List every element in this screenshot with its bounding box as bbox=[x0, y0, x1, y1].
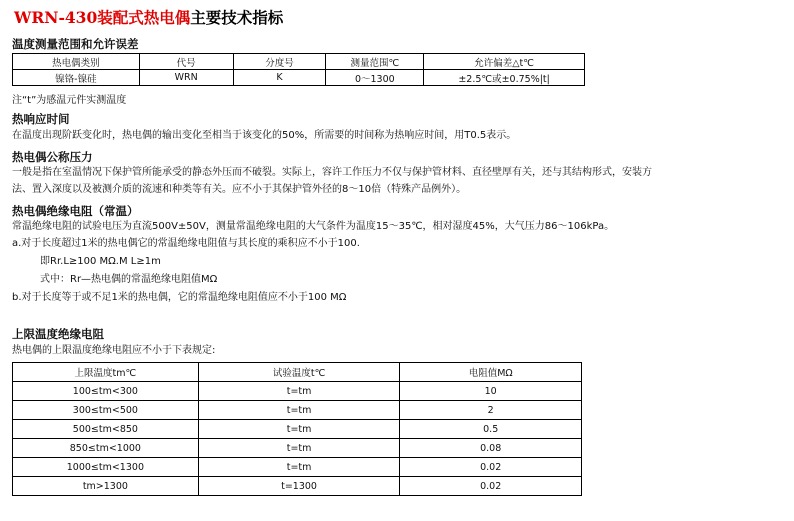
table-header-cell: 电阻值MΩ bbox=[400, 363, 582, 382]
table-header-cell: 热电偶类别 bbox=[13, 54, 140, 70]
table-cell: 2 bbox=[400, 401, 582, 420]
table-row bbox=[13, 458, 582, 477]
table-cell: 300≤tm<500 bbox=[13, 401, 199, 420]
temp-range-heading: 温度测量范围和允许误差 bbox=[12, 37, 139, 51]
table-cell: t=1300 bbox=[198, 477, 400, 496]
table-cell: t=tm bbox=[198, 439, 400, 458]
table-cell: t=tm bbox=[198, 401, 400, 420]
table-header-cell: 测量范围℃ bbox=[326, 54, 424, 70]
table-cell: 850≤tm<1000 bbox=[13, 439, 199, 458]
upper-limit-intro: 热电偶的上限温度绝缘电阻应不小于下表规定: bbox=[12, 345, 216, 356]
table-cell: t=tm bbox=[198, 458, 400, 477]
table-header-row bbox=[13, 363, 582, 382]
table-cell: 镍铬-镍硅 bbox=[13, 70, 140, 86]
page-title-product: WRN-430装配式热电偶 bbox=[14, 8, 191, 27]
table-header-cell: 允许偏差△t℃ bbox=[424, 54, 585, 70]
table-row bbox=[13, 477, 582, 496]
response-time-text: 在温度出现阶跃变化时，热电偶的输出变化至相当于该变化的50%，所需要的时间称为热响应时间，用T0.5表示。 bbox=[12, 130, 517, 141]
table-row bbox=[13, 439, 582, 458]
table-header-cell: 试验温度t℃ bbox=[198, 363, 400, 382]
insulation-text-line1: 常温绝缘电阻的试验电压为直流500V±50V，测量常温绝缘电阻的大气条件为温度15～35℃，相对湿度45%，大气压力86～106kPa。 bbox=[12, 221, 615, 232]
table-cell: K bbox=[233, 70, 326, 86]
table-cell: 1000≤tm<1300 bbox=[13, 458, 199, 477]
table-cell: t=tm bbox=[198, 420, 400, 439]
table-row bbox=[13, 382, 582, 401]
table-row bbox=[13, 420, 582, 439]
table-cell: WRN bbox=[139, 70, 233, 86]
table-row bbox=[13, 70, 585, 86]
pressure-text-line1: 一般是指在室温情况下保护管所能承受的静态外压而不破裂。实际上，容许工作压力不仅与保护管材料、直径壁厚有关，还与其结构形式，安装方 bbox=[12, 167, 652, 178]
insulation-formula: 即Rr.L≥100 MΩ.M L≥1m bbox=[40, 256, 161, 267]
temp-note: 注“t”为感温元件实测温度 bbox=[12, 95, 127, 106]
pressure-text-line2: 法、置入深度以及被测介质的流速和种类等有关。应不小于其保护管外径的8～10倍（特殊产品例外）。 bbox=[12, 184, 467, 195]
upper-limit-table bbox=[12, 362, 582, 496]
table-cell: 500≤tm<850 bbox=[13, 420, 199, 439]
table-header-cell: 分度号 bbox=[233, 54, 326, 70]
table-cell: tm>1300 bbox=[13, 477, 199, 496]
table-cell: 100≤tm<300 bbox=[13, 382, 199, 401]
pressure-heading: 热电偶公称压力 bbox=[12, 150, 93, 164]
table-cell: 10 bbox=[400, 382, 582, 401]
insulation-text-line2: a.对于长度超过1米的热电偶它的常温绝缘电阻值与其长度的乘积应不小于100. bbox=[12, 238, 360, 249]
page-title-suffix: 主要技术指标 bbox=[190, 8, 284, 27]
insulation-text-line5: b.对于长度等于或不足1米的热电偶，它的常温绝缘电阻值应不小于100 MΩ bbox=[12, 292, 347, 303]
table-row bbox=[13, 401, 582, 420]
table-header-row bbox=[13, 54, 585, 70]
table-cell: t=tm bbox=[198, 382, 400, 401]
table-header-cell: 代号 bbox=[139, 54, 233, 70]
temp-range-table bbox=[12, 53, 585, 86]
table-cell: 0.08 bbox=[400, 439, 582, 458]
response-time-heading: 热响应时间 bbox=[12, 112, 70, 126]
upper-limit-heading: 上限温度绝缘电阻 bbox=[12, 327, 104, 341]
insulation-formula-note: 式中：Rr—热电偶的常温绝缘电阻值MΩ bbox=[40, 274, 218, 285]
table-cell: 0.02 bbox=[400, 477, 582, 496]
insulation-heading: 热电偶绝缘电阻（常温） bbox=[12, 204, 139, 218]
table-cell: ±2.5℃或±0.75%|t| bbox=[424, 70, 585, 86]
table-cell: 0.5 bbox=[400, 420, 582, 439]
page-title bbox=[14, 6, 283, 28]
table-cell: 0.02 bbox=[400, 458, 582, 477]
table-cell: 0～1300 bbox=[326, 70, 424, 86]
table-header-cell: 上限温度tm℃ bbox=[13, 363, 199, 382]
